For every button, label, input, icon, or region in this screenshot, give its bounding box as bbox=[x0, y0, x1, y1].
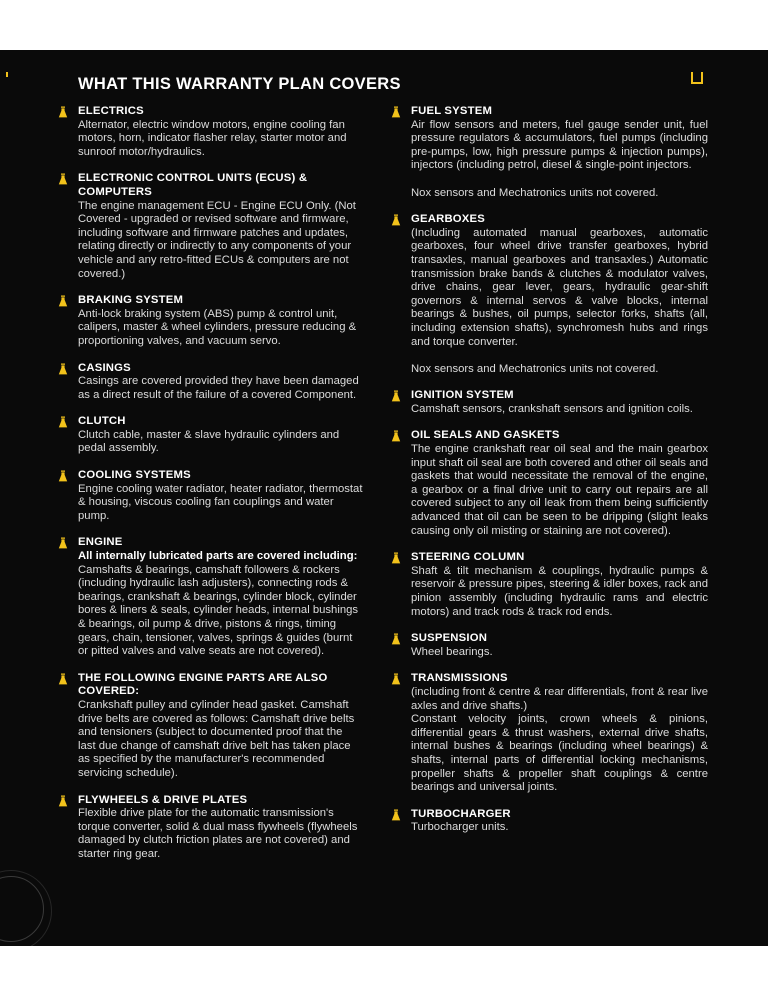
section-title: TRANSMISSIONS bbox=[411, 672, 508, 685]
section-body bbox=[78, 550, 363, 659]
section-body: Crankshaft pulley and cylinder head gasket. Camshaft drive belts are covered as follows: Camshaft drive belts and tensioners (subject to documented proof that the last due change of camshaft drive belt has taken place as specified by the manufacturer's recommended servicing schedule). bbox=[78, 698, 355, 779]
section-body: Alternator, electric window motors, engine cooling fan motors, horn, indicator flasher relay, starter motor and sunroof motor/hydraulics. bbox=[78, 118, 347, 158]
section-turbocharger bbox=[390, 808, 708, 835]
section-body-continued: Constant velocity joints, crown wheels & pinions, differential gears & thrust washers, external drive shafts, internal bushes & bearings (including wheel bearings) & shafts, internal parts of differential locking mechanisms, propeller shafts & propeller shaft couplings & centre bearings and universal joints. bbox=[411, 713, 708, 794]
section-body: The engine management ECU - Engine ECU Only. (Not Covered - upgraded or revised software and firmware, including software and firmware patches and updates, relating directly or indirectly to any components of your vehicle and any retro-fitted ECUs & computers are not covered.) bbox=[78, 199, 356, 280]
section-title: SUSPENSION bbox=[411, 632, 488, 645]
section-title: IGNITION SYSTEM bbox=[411, 389, 514, 402]
section-note: Nox sensors and Mechatronics units not covered. bbox=[411, 362, 659, 375]
bulb-icon bbox=[390, 809, 402, 821]
section-body: Clutch cable, master & slave hydraulic cylinders and pedal assembly. bbox=[78, 428, 340, 455]
section-engine-parts-also-covered bbox=[57, 672, 363, 781]
bulb-icon bbox=[57, 673, 69, 685]
page-title: WHAT THIS WARRANTY PLAN COVERS bbox=[78, 75, 401, 93]
section-title: ENGINE bbox=[78, 536, 123, 549]
bulb-icon bbox=[390, 214, 402, 226]
bulb-icon bbox=[57, 470, 69, 482]
section-title: BRAKING SYSTEM bbox=[78, 294, 184, 307]
bulb-icon bbox=[57, 537, 69, 549]
section-fuel-system bbox=[390, 105, 708, 200]
section-gearboxes bbox=[390, 213, 708, 376]
section-clutch bbox=[57, 415, 363, 456]
warranty-panel bbox=[0, 50, 768, 946]
section-title: GEARBOXES bbox=[411, 213, 485, 226]
bulb-icon bbox=[390, 673, 402, 685]
bulb-icon bbox=[390, 552, 402, 564]
section-transmissions bbox=[390, 672, 708, 794]
bulb-icon bbox=[57, 106, 69, 118]
section-title: CLUTCH bbox=[78, 415, 126, 428]
section-title: ELECTRICS bbox=[78, 105, 144, 117]
section-body: Casings are covered provided they have been damaged as a direct result of the failure of a covered Component. bbox=[78, 375, 359, 401]
section-title: TURBOCHARGER bbox=[411, 807, 511, 820]
section-title: THE FOLLOWING ENGINE PARTS ARE ALSO COVERED: bbox=[78, 671, 328, 698]
bulb-icon bbox=[57, 795, 69, 807]
left-column bbox=[57, 105, 363, 862]
section-ecus bbox=[57, 172, 363, 281]
section-steering-column bbox=[390, 551, 708, 619]
bulb-icon bbox=[390, 106, 402, 118]
section-casings bbox=[57, 362, 363, 403]
section-title: OIL SEALS AND GASKETS bbox=[411, 429, 560, 442]
bulb-icon bbox=[390, 430, 402, 442]
section-title: ELECTRONIC CONTROL UNITS (ECUS) & COMPUTERS bbox=[78, 172, 308, 198]
section-flywheels bbox=[57, 794, 363, 862]
section-body-text: Camshafts & bearings, camshaft followers & rockers (including hydraulic lash adjusters), connecting rods & bearings, crankshaft & bearings, cylinder block, cylinder bores & liners & seals, cylinder heads, internal bushings & bearings, oil pump & drive, pistons & rings, timing gears, chain, tensioner, valves, springs & guides (burnt or pitted valves and valve seats are not covered). bbox=[78, 563, 359, 658]
section-body: Engine cooling water radiator, heater radiator, thermostat & housing, viscous cooling fan couplings and water pump. bbox=[78, 482, 363, 522]
section-body: Shaft & tilt mechanism & couplings, hydraulic pumps & reservoir & pressure pipes, steering & idler boxes, rack and pinion assembly (including hydraulic rams and electric motors) and track rods & track rod ends. bbox=[411, 564, 708, 618]
bulb-icon bbox=[390, 633, 402, 645]
section-body: Air flow sensors and meters, fuel gauge sender unit, fuel pressure regulators & accumulators, fuel pumps (including pre-pumps, low, high pressure pumps & injection pumps), injectors (including petrol, diesel & single-point injectors. bbox=[411, 118, 708, 172]
section-title: FLYWHEELS & DRIVE PLATES bbox=[78, 793, 248, 806]
section-title: STEERING COLUMN bbox=[411, 551, 525, 564]
section-braking-system bbox=[57, 294, 363, 348]
section-body: Anti-lock braking system (ABS) pump & control unit, calipers, master & wheel cylinders, pressure reducing & proportioning valves, and vacuum servo. bbox=[78, 307, 357, 347]
bulb-icon bbox=[57, 295, 69, 307]
bulb-icon bbox=[57, 173, 69, 185]
section-subtitle: All internally lubricated parts are covered including: bbox=[78, 550, 358, 563]
section-body: Flexible drive plate for the automatic transmission's torque converter, solid & dual mass flywheels (flywheels damaged by clutch friction plates are not covered) and starter ring gear. bbox=[78, 807, 358, 860]
bulb-icon bbox=[57, 363, 69, 375]
section-electrics bbox=[57, 105, 363, 159]
section-ignition-system bbox=[390, 389, 708, 416]
section-body: (including front & centre & rear differentials, front & rear live axles and drive shafts.) bbox=[411, 685, 708, 712]
section-body: Camshaft sensors, crankshaft sensors and ignition coils. bbox=[411, 402, 693, 415]
section-cooling-systems bbox=[57, 469, 363, 523]
edge-mark bbox=[6, 72, 8, 77]
bulb-icon bbox=[57, 416, 69, 428]
bulb-icon bbox=[390, 390, 402, 402]
section-body: Wheel bearings. bbox=[411, 645, 493, 658]
section-title: CASINGS bbox=[78, 361, 131, 374]
section-body: Turbocharger units. bbox=[411, 821, 509, 834]
section-note: Nox sensors and Mechatronics units not covered. bbox=[411, 186, 659, 199]
section-body: The engine crankshaft rear oil seal and the main gearbox input shaft oil seal are both covered and other oil seals and gaskets that would necessitate the removal of the engine, a gearbox or a final drive unit to carry out repairs are all covered subject to any oil leak from them being sufficiently advanced that oil can be seen to be dripping (slight leaks causing only oil misting or staining are not covered). bbox=[411, 443, 708, 537]
section-oil-seals-and-gaskets bbox=[390, 429, 708, 538]
section-suspension bbox=[390, 632, 708, 659]
section-title: FUEL SYSTEM bbox=[411, 105, 493, 117]
corner-mark-icon bbox=[691, 72, 703, 84]
section-engine bbox=[57, 536, 363, 658]
right-column bbox=[390, 105, 708, 835]
section-title: COOLING SYSTEMS bbox=[78, 469, 191, 482]
section-body: (Including automated manual gearboxes, automatic gearboxes, four wheel drive transfer gearboxes, hybrid transaxles, manual gearboxes and transaxles.) Automatic transmission brake bands & clutches & modulator valves, drive chains, gear lever, gears, hydraulic gear-shift governors & internal servos & valve blocks, internal bearings & bushes, oil pumps, selector forks, shafts (all, including extension shafts), synchromesh hubs and rings and torque converter. bbox=[411, 226, 708, 348]
